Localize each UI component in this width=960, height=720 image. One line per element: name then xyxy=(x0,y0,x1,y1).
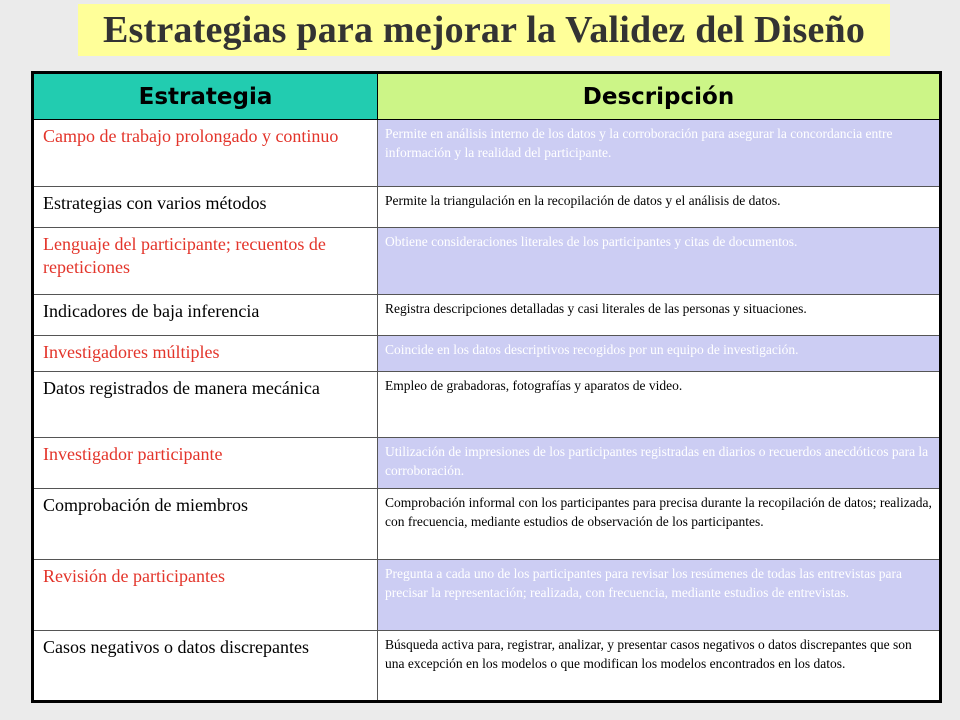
table-row xyxy=(33,187,941,228)
strategy-cell: Indicadores de baja inferencia xyxy=(33,295,378,336)
description-cell: Empleo de grabadoras, fotografías y aparatos de video. xyxy=(378,372,941,438)
table-row xyxy=(33,336,941,372)
strategy-cell: Campo de trabajo prolongado y continuo xyxy=(33,120,378,187)
table-row xyxy=(33,489,941,560)
strategy-cell: Investigadores múltiples xyxy=(33,336,378,372)
header-strategy: Estrategia xyxy=(33,73,378,120)
strategy-cell: Estrategias con varios métodos xyxy=(33,187,378,228)
description-cell: Pregunta a cada uno de los participantes para revisar los resúmenes de todas las entrevistas para precisar la representación; realizada, con frecuencia, mediante estudios de entrevistas. xyxy=(378,560,941,631)
page-title: Estrategias para mejorar la Validez del Diseño xyxy=(102,9,866,51)
description-cell: Utilización de impresiones de los participantes registradas en diarios o recuerdos anecdóticos para la corroboración. xyxy=(378,438,941,489)
description-cell: Obtiene consideraciones literales de los participantes y citas de documentos. xyxy=(378,228,941,295)
description-cell: Búsqueda activa para, registrar, analizar, y presentar casos negativos o datos discrepantes que son una excepción en los modelos o que modifican los modelos encontrados en los datos. xyxy=(378,631,941,702)
strategy-cell: Comprobación de miembros xyxy=(33,489,378,560)
description-cell: Registra descripciones detalladas y casi literales de las personas y situaciones. xyxy=(378,295,941,336)
description-cell: Permite en análisis interno de los datos y la corroboración para asegurar la concordancia entre información y la realidad del participante. xyxy=(378,120,941,187)
table-row xyxy=(33,631,941,702)
table-row xyxy=(33,120,941,187)
table-header-row xyxy=(33,73,941,120)
description-cell: Coincide en los datos descriptivos recogidos por un equipo de investigación. xyxy=(378,336,941,372)
strategy-cell: Lenguaje del participante; recuentos de repeticiones xyxy=(33,228,378,295)
strategy-cell: Revisión de participantes xyxy=(33,560,378,631)
description-cell: Comprobación informal con los participantes para precisa durante la recopilación de datos; realizada, con frecuencia, mediante estudios de observación de los participantes. xyxy=(378,489,941,560)
table-row xyxy=(33,372,941,438)
strategies-table xyxy=(31,71,942,703)
header-description: Descripción xyxy=(378,73,941,120)
table-row xyxy=(33,295,941,336)
strategy-cell: Casos negativos o datos discrepantes xyxy=(33,631,378,702)
strategy-cell: Investigador participante xyxy=(33,438,378,489)
table-row xyxy=(33,560,941,631)
table-row xyxy=(33,438,941,489)
strategy-cell: Datos registrados de manera mecánica xyxy=(33,372,378,438)
description-cell: Permite la triangulación en la recopilación de datos y el análisis de datos. xyxy=(378,187,941,228)
title-banner xyxy=(78,4,890,56)
table-row xyxy=(33,228,941,295)
